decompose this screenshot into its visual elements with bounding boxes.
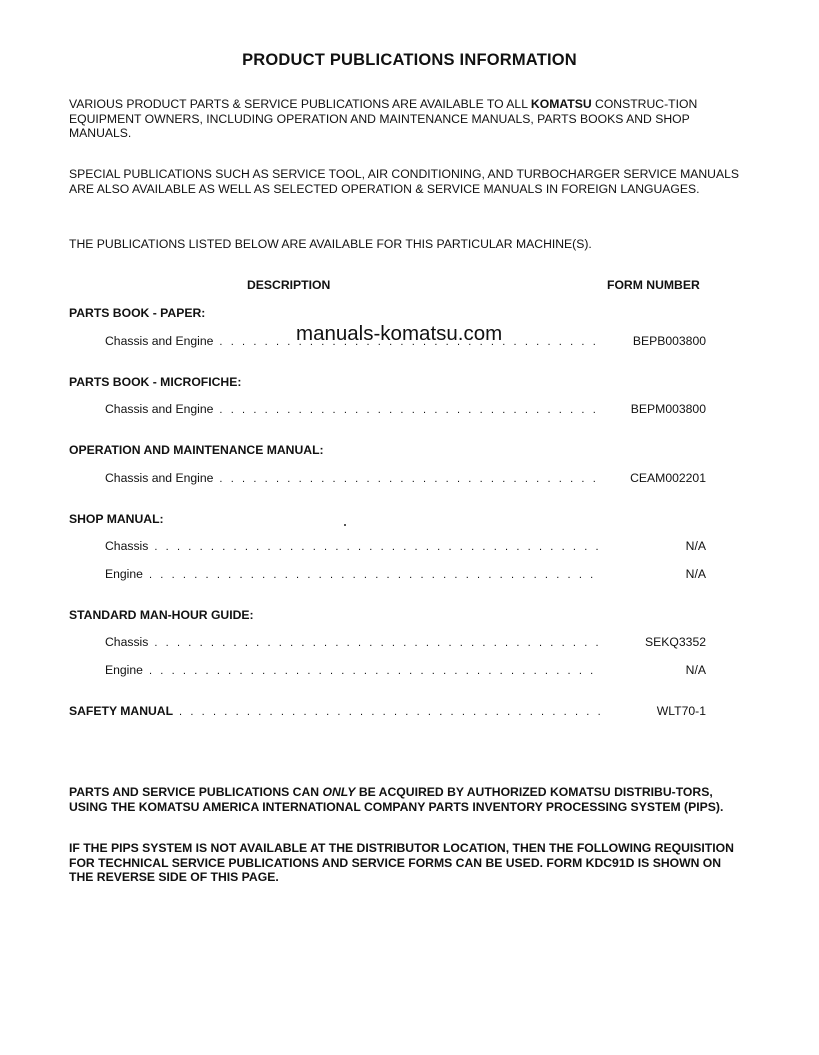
footer-only-emphasis: ONLY bbox=[322, 785, 356, 799]
intro-paragraph-2: SPECIAL PUBLICATIONS SUCH AS SERVICE TOOL, AIR CONDITIONING, AND TURBOCHARGER SERVICE MANUALS ARE ALSO AVAILABLE AS WELL AS SELECTED OPERATION & SERVICE MANUALS IN FOREIGN LANGUAGES. bbox=[69, 167, 740, 196]
brand-name: KOMATSU bbox=[530, 97, 592, 111]
leader-dots bbox=[154, 637, 600, 649]
safety-manual-row bbox=[69, 704, 706, 720]
section-heading-operation-maintenance: OPERATION AND MAINTENANCE MANUAL: bbox=[69, 443, 324, 457]
intro-text-b: CONSTRUC-TION EQUIPMENT OWNERS, INCLUDING OPERATION AND MAINTENANCE MANUALS, PARTS BOOKS AND SHOP MANUALS. bbox=[69, 97, 698, 141]
table-row bbox=[105, 635, 706, 651]
row-label: Chassis and Engine bbox=[105, 471, 214, 485]
footer-text-b: BE ACQUIRED BY AUTHORIZED KOMATSU DISTRIBU-TORS, USING THE KOMATSU AMERICA INTERNATIONAL COMPANY PARTS INVENTORY PROCESSING SYSTEM (PIPS). bbox=[69, 785, 724, 814]
leader-dots bbox=[149, 569, 600, 581]
column-header-form-number: FORM NUMBER bbox=[607, 278, 700, 292]
row-label: Engine bbox=[105, 567, 143, 581]
leader-dots bbox=[179, 706, 600, 718]
row-form-number: N/A bbox=[685, 663, 706, 677]
footer-paragraph-1 bbox=[69, 785, 741, 814]
table-row bbox=[105, 334, 706, 350]
leader-dots bbox=[149, 665, 600, 677]
row-form-number: BEPB003800 bbox=[632, 334, 706, 348]
leader-dots bbox=[219, 404, 600, 416]
footer-paragraph-2: IF THE PIPS SYSTEM IS NOT AVAILABLE AT THE DISTRIBUTOR LOCATION, THEN THE FOLLOWING REQUISITION FOR TECHNICAL SERVICE PUBLICATIONS AND SERVICE FORMS CAN BE USED. FORM KDC91D IS SHOWN ON THE REVERSE SIDE OF THIS PAGE. bbox=[69, 841, 734, 885]
table-row bbox=[105, 567, 706, 583]
row-form-number: CEAM002201 bbox=[630, 471, 706, 485]
leader-dots bbox=[154, 541, 600, 553]
row-form-number: SEKQ3352 bbox=[645, 635, 706, 649]
page-title: PRODUCT PUBLICATIONS INFORMATION bbox=[242, 51, 577, 69]
row-form-number: N/A bbox=[685, 567, 706, 581]
intro-paragraph-3: THE PUBLICATIONS LISTED BELOW ARE AVAILABLE FOR THIS PARTICULAR MACHINE(S). bbox=[69, 237, 592, 251]
safety-manual-form-number: WLT70-1 bbox=[656, 704, 706, 718]
scan-speck bbox=[344, 524, 346, 526]
table-row bbox=[105, 402, 706, 418]
section-heading-parts-book-paper: PARTS BOOK - PAPER: bbox=[69, 306, 206, 320]
section-heading-parts-book-microfiche: PARTS BOOK - MICROFICHE: bbox=[69, 375, 242, 389]
section-heading-shop-manual: SHOP MANUAL: bbox=[69, 512, 164, 526]
table-row bbox=[105, 663, 706, 679]
row-label: Chassis bbox=[105, 635, 149, 649]
section-heading-man-hour-guide: STANDARD MAN-HOUR GUIDE: bbox=[69, 608, 254, 622]
table-row bbox=[105, 471, 706, 487]
table-row bbox=[105, 539, 706, 555]
safety-manual-label: SAFETY MANUAL bbox=[69, 704, 174, 718]
row-form-number: N/A bbox=[685, 539, 706, 553]
row-form-number: BEPM003800 bbox=[630, 402, 706, 416]
leader-dots bbox=[219, 473, 600, 485]
row-label: Engine bbox=[105, 663, 143, 677]
leader-dots bbox=[219, 336, 600, 348]
column-header-description: DESCRIPTION bbox=[247, 278, 331, 292]
row-label: Chassis bbox=[105, 539, 149, 553]
row-label: Chassis and Engine bbox=[105, 402, 214, 416]
footer-text-a: PARTS AND SERVICE PUBLICATIONS CAN bbox=[69, 785, 323, 799]
row-label: Chassis and Engine bbox=[105, 334, 214, 348]
intro-paragraph-1 bbox=[69, 97, 741, 141]
watermark: manuals-komatsu.com bbox=[296, 322, 503, 345]
intro-text-a: VARIOUS PRODUCT PARTS & SERVICE PUBLICATIONS ARE AVAILABLE TO ALL bbox=[69, 97, 531, 111]
